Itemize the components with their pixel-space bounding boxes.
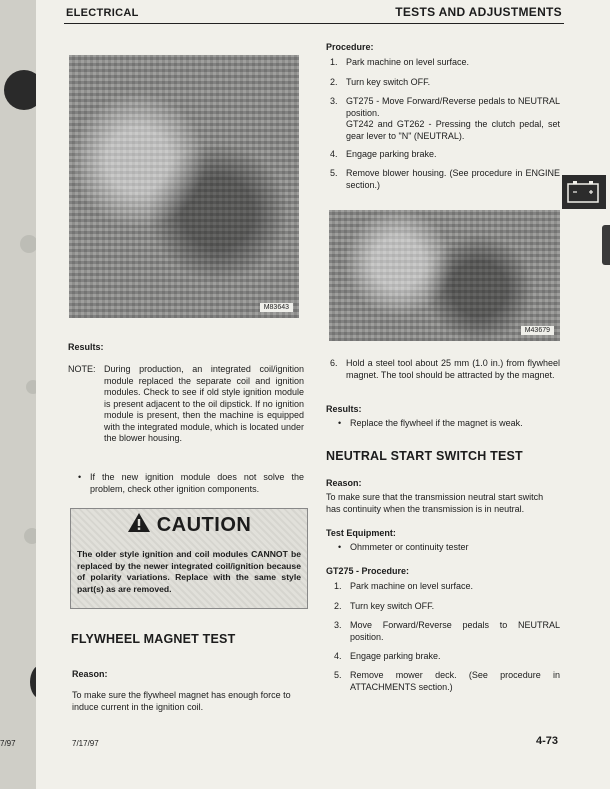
binder-strip (0, 0, 36, 789)
step-text: Remove mower deck. (See procedure in ATTACHMENTS section.) (350, 670, 560, 692)
step-text: Park machine on level surface. (346, 57, 470, 67)
photo-tag-left: M83643 (260, 303, 293, 312)
procedure-heading: Procedure: (326, 42, 374, 52)
flywheel-section-title: FLYWHEEL MAGNET TEST (71, 632, 236, 646)
results-heading-right: Results: (326, 404, 362, 414)
neutral-start-section-title: NEUTRAL START SWITCH TEST (326, 449, 523, 463)
header-rule (64, 23, 564, 24)
caution-title: CAUTION (156, 514, 252, 536)
step-text: GT275 - Move Forward/Reverse pedals to NEUTRAL position. (346, 96, 560, 118)
photo-tag-right: M43679 (521, 326, 554, 335)
caution-text: The older style ignition and coil modules CANNOT be replaced by the newer integrated coil/ignition because of polarity variations. Replace with the same style part(s) as are removed. (77, 549, 301, 594)
step-number: 1. (330, 57, 338, 67)
header-section-left: ELECTRICAL (66, 7, 139, 19)
step-number: 4. (330, 149, 338, 159)
equipment-bullet-text: Ohmmeter or continuity tester (350, 542, 469, 552)
step-text: Hold a steel tool about 25 mm (1.0 in.) from flywheel magnet. The tool should be attracted by the magnet. (346, 358, 560, 380)
note-text: During production, an integrated coil/ignition module replaced the separate coil and ignition modules. Check to see if old style ignition module is present adjacent to the oil dipstick. If no ignition module is present, then the machine is equipped with the integrated module, which is located under the blower housing. (104, 364, 304, 443)
step-number: 1. (334, 581, 342, 591)
step-number: 2. (334, 601, 342, 611)
section-edge-tab (602, 225, 610, 265)
caution-header (71, 512, 307, 537)
step-text: Remove blower housing. (See procedure in ENGINE section.) (346, 168, 560, 190)
bullet-dot: • (338, 418, 342, 428)
step-number: 3. (334, 620, 342, 630)
page-number: 4-73 (535, 735, 558, 747)
step-number: 6. (330, 358, 338, 368)
header-section-right: TESTS AND ADJUSTMENTS (395, 5, 562, 19)
battery-icon (562, 175, 606, 209)
caution-box (70, 508, 308, 609)
step-text: Turn key switch OFF. (346, 77, 431, 87)
step-number: 5. (330, 168, 338, 178)
left-bullet-text: If the new ignition module does not solve the problem, check other ignition components. (90, 472, 304, 494)
manual-page (36, 0, 610, 789)
reason-text-right: To make sure that the transmission neutral start switch has continuity when the transmission is in neutral. (326, 492, 544, 514)
reason-heading-left: Reason: (72, 669, 108, 679)
step-text: Engage parking brake. (346, 149, 437, 159)
step-number: 2. (330, 77, 338, 87)
step-number: 4. (334, 651, 342, 661)
step-number: 5. (334, 670, 342, 680)
bullet-dot: • (338, 542, 342, 552)
flywheel-magnet-photo (329, 210, 560, 341)
step-text: Move Forward/Reverse pedals to NEUTRAL position. (350, 620, 560, 642)
step-text: Turn key switch OFF. (350, 601, 435, 611)
footer-date: 7/17/97 (72, 739, 99, 748)
gt275-procedure-heading: GT275 - Procedure: (326, 566, 410, 576)
margin-date: 7/97 (0, 739, 16, 748)
ignition-module-photo (69, 55, 299, 318)
step-text: Engage parking brake. (350, 651, 441, 661)
test-equipment-heading: Test Equipment: (326, 528, 396, 538)
warning-triangle-icon (127, 512, 151, 533)
reason-heading-right: Reason: (326, 478, 362, 488)
step-number: 3. (330, 96, 338, 106)
bullet-dot: • (78, 472, 82, 482)
results-heading-left: Results: (68, 342, 104, 352)
step-text: GT242 and GT262 - Pressing the clutch pedal, set gear lever to "N" (NEUTRAL). (346, 119, 560, 141)
note-label: NOTE: (68, 364, 96, 374)
reason-text-left: To make sure the flywheel magnet has enough force to induce current in the ignition coil. (72, 690, 291, 712)
step-text: Park machine on level surface. (350, 581, 474, 591)
results-bullet-text: Replace the flywheel if the magnet is weak. (350, 418, 523, 428)
